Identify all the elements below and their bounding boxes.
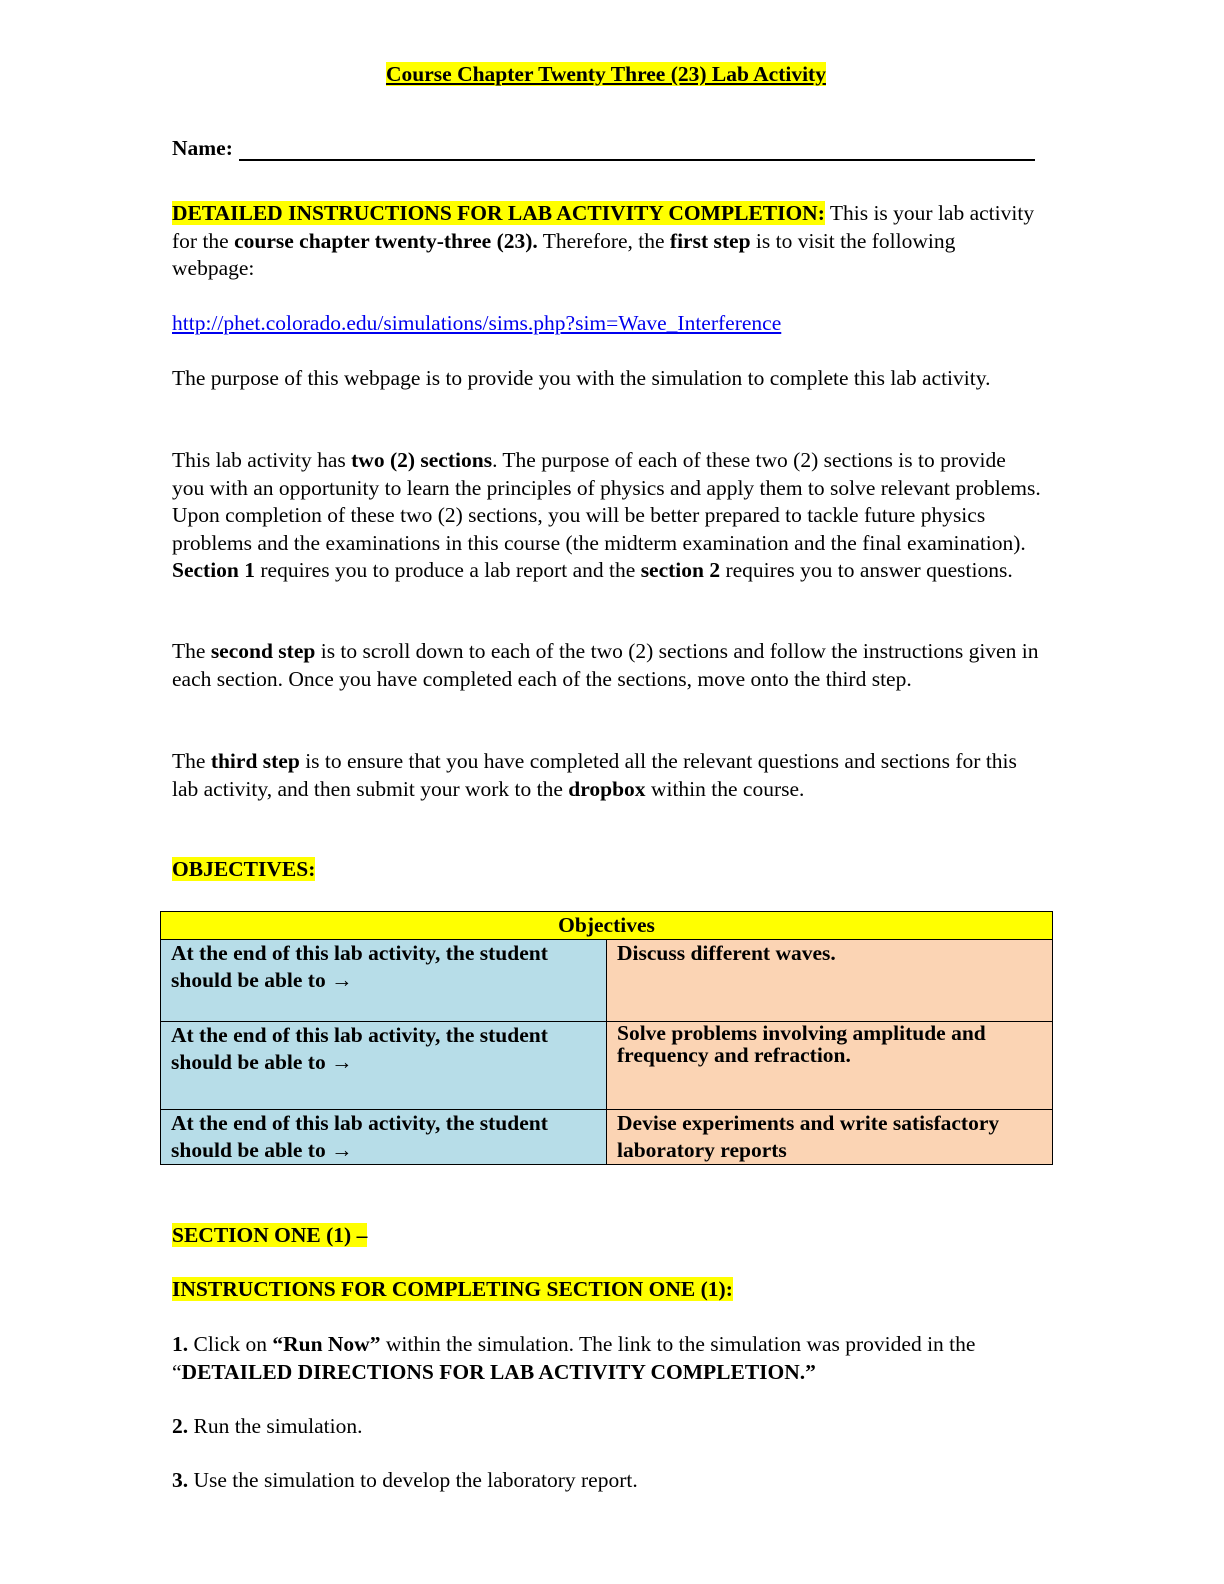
step-2: 2. Run the simulation. <box>172 1414 363 1438</box>
instructions-paragraph: DETAILED INSTRUCTIONS FOR LAB ACTIVITY COMPLETION: This is your lab activity for the course chapter twenty-three (23). Therefore, the first step is to visit the following webpage: <box>172 201 1035 280</box>
objective-prompt-cell: At the end of this lab activity, the student should be able to → <box>161 940 607 1022</box>
third-step-paragraph: The third step is to ensure that you have completed all the relevant questions and sections for this lab activity, and then submit your work to the dropbox within the course. <box>172 749 1017 801</box>
section-one-instructions-paragraph <box>172 1276 1042 1304</box>
objective-cell: Devise experiments and write satisfactory laboratory reports <box>607 1110 1053 1165</box>
section-one-instructions-heading: INSTRUCTIONS FOR COMPLETING SECTION ONE (1): <box>172 1277 733 1301</box>
section-one-heading: SECTION ONE (1) – <box>172 1223 368 1247</box>
purpose-paragraph: The purpose of this webpage is to provide you with the simulation to complete this lab activity. <box>172 366 991 390</box>
document-title: Course Chapter Twenty Three (23) Lab Activity <box>386 62 826 86</box>
second-step-paragraph: The second step is to scroll down to each of the two (2) sections and follow the instructions given in each section. Once you have completed each of the sections, move onto the third step. <box>172 639 1039 691</box>
name-blank-line[interactable] <box>239 137 1035 161</box>
name-label: Name: <box>172 136 233 160</box>
objectives-table-header-row <box>161 912 1053 940</box>
objective-cell: Solve problems involving amplitude and frequency and refraction. <box>607 1022 1053 1110</box>
objectives-table <box>160 911 1053 1165</box>
objective-prompt-cell: At the end of this lab activity, the student should be able to → <box>161 1022 607 1110</box>
objective-cell: Discuss different waves. <box>607 940 1053 1022</box>
objectives-table-header: Objectives <box>161 912 1053 940</box>
simulation-link[interactable]: http://phet.colorado.edu/simulations/sims.php?sim=Wave_Interference <box>172 311 782 335</box>
table-row <box>161 1022 1053 1110</box>
name-field-row <box>172 136 1035 161</box>
sections-paragraph: This lab activity has two (2) sections. The purpose of each of these two (2) sections is to provide you with an opportunity to learn the principles of physics and apply them to solve relevant problems. Upon completion of these two (2) sections, you will be better prepared to tackle future physics problems and the examinations in this course (the midterm examination and the final examination). Section 1 requires you to produce a lab report and the section 2 requires you to answer questions. <box>172 448 1041 582</box>
step-1: 1. Click on “Run Now” within the simulation. The link to the simulation was provided in the “DETAILED DIRECTIONS FOR LAB ACTIVITY COMPLETION.” <box>172 1332 976 1384</box>
table-row <box>161 1110 1053 1165</box>
webpage-link-paragraph <box>172 310 1042 338</box>
objectives-heading-paragraph <box>172 856 1042 884</box>
section-one-heading-paragraph <box>172 1222 1042 1250</box>
instructions-heading: DETAILED INSTRUCTIONS FOR LAB ACTIVITY COMPLETION: <box>172 201 825 225</box>
table-row <box>161 940 1053 1022</box>
step-3: 3. Use the simulation to develop the laboratory report. <box>172 1468 638 1492</box>
objective-prompt-cell: At the end of this lab activity, the student should be able to → <box>161 1110 607 1165</box>
objectives-heading: OBJECTIVES: <box>172 857 316 881</box>
